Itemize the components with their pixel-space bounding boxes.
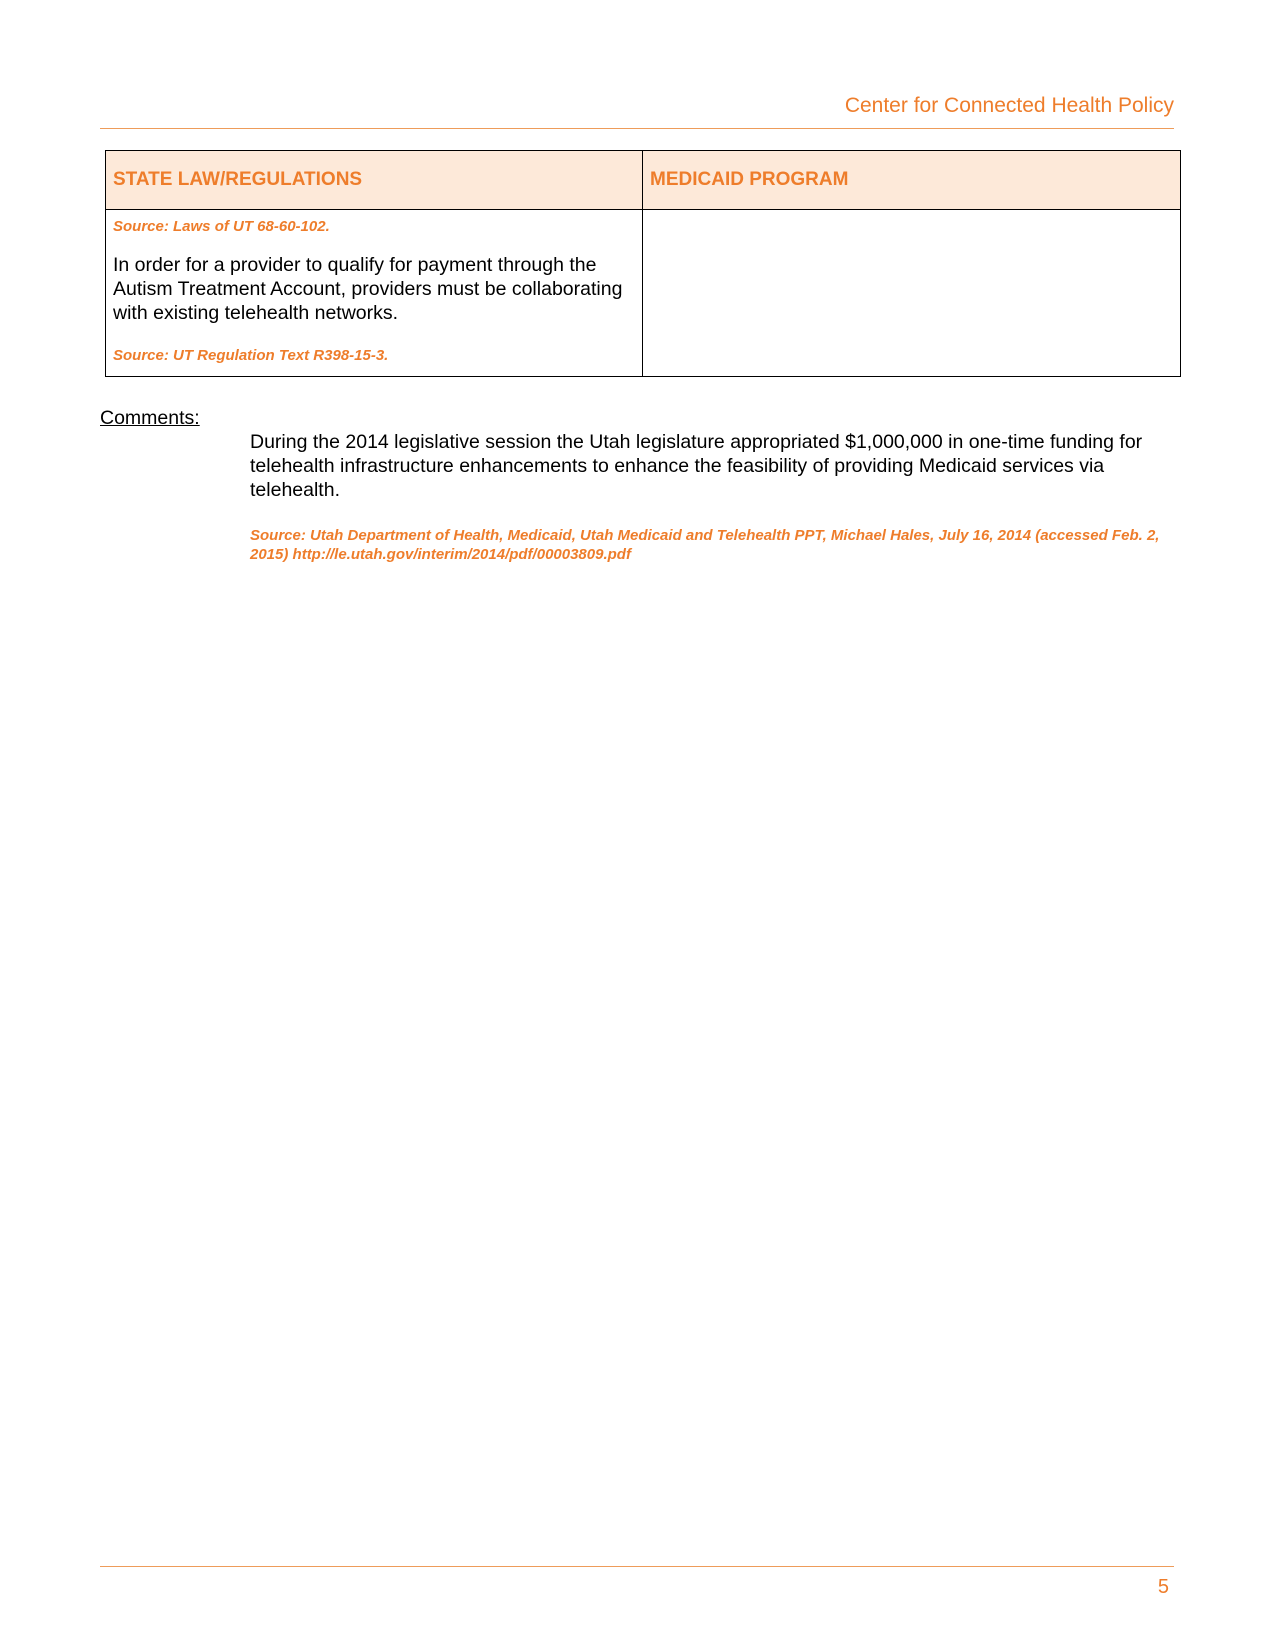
header-divider	[100, 128, 1174, 129]
page-number: 5	[1157, 1576, 1169, 1598]
column-header-medicaid-program: MEDICAID PROGRAM	[643, 151, 1181, 210]
comments-source: Source: Utah Department of Health, Medicaid, Utah Medicaid and Telehealth PPT, Michael Hales, July 16, 2014 (accessed Feb. 2, 2015) http://le.utah.gov/interim/2014/pdf/00003809.pdf	[250, 527, 1160, 563]
table-row	[106, 210, 1181, 377]
medicaid-program-cell	[643, 210, 1181, 377]
table-header-row	[106, 151, 1181, 210]
header-title: Center for Connected Health Policy	[844, 94, 1174, 117]
comments-text: During the 2014 legislative session the Utah legislature appropriated $1,000,000 in one-time funding for telehealth infrastructure enhancements to enhance the feasibility of providing Medicaid services via telehealth.	[250, 431, 1143, 501]
comments-label: Comments:	[100, 407, 200, 429]
state-law-cell	[106, 210, 643, 377]
footer-divider	[100, 1566, 1174, 1567]
policy-table	[105, 150, 1181, 377]
state-law-source-2: Source: UT Regulation Text R398-15-3.	[113, 347, 389, 364]
state-law-text: In order for a provider to qualify for payment through the Autism Treatment Account, providers must be collaborating with existing telehealth networks.	[113, 254, 623, 324]
column-header-state-law: STATE LAW/REGULATIONS	[106, 151, 643, 210]
state-law-source-1: Source: Laws of UT 68-60-102.	[113, 218, 330, 235]
